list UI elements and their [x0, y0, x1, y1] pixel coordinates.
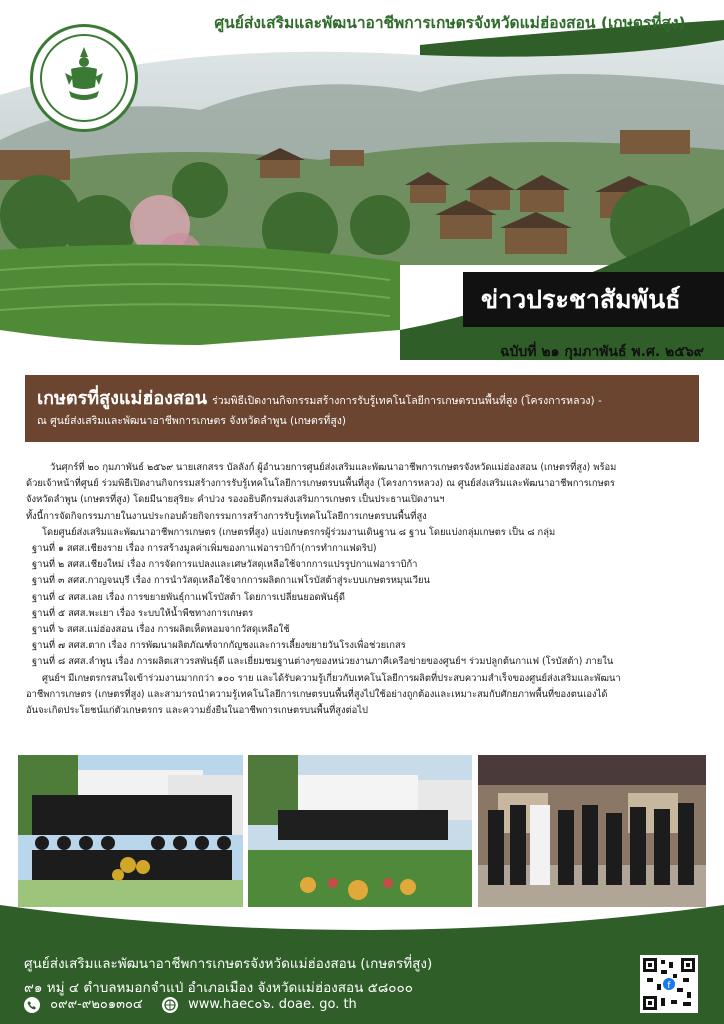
- press-release-banner: [463, 272, 724, 327]
- qr-code[interactable]: [640, 955, 698, 1013]
- phone-icon: [24, 997, 40, 1013]
- body-line: วันศุกร์ที่ ๒๐ กุมภาพันธ์ ๒๕๖๙ นายเสกสรร บัลลังก์ ผู้อำนวยการศูนย์ส่งเสริมและพัฒนาอาชีพการเกษตรจังหวัดแม่ฮ่องสอน (เกษตรที่สูง) พร้อม: [50, 462, 617, 473]
- station-line: ฐานที่ ๘ สศส.ลำพูน เรื่อง การผลิตเสาวรสพันธุ์ดี และเยี่ยมชมฐานต่างๆของหน่วยงานภาคีเครือข่ายของศูนย์ฯ ร่วมปลูกต้นกาแฟ (โรบัสต้า) ภายใน: [32, 656, 614, 668]
- body-line: อาชีพการเกษตร (เกษตรที่สูง) และสามารถนำความรู้เทคโนโลยีการเกษตรบนพื้นที่สูงไปใช้อย่างถูกต้องและเหมาะสมกับศักยภาพพื้นที่ของตนเองได้: [26, 688, 608, 700]
- body-line: ทั้งนี้การจัดกิจกรรมภายในงานประกอบด้วยกิจกรรมการสร้างการรับรู้เทคโนโลยีการเกษตรบนพื้นที่สูง: [26, 510, 427, 522]
- event-photo-1: [18, 755, 243, 907]
- deity-emblem-icon: [59, 45, 109, 105]
- station-visit-photo: [478, 755, 706, 907]
- headline-title: เกษตรที่สูงแม่ฮ่องสอน: [37, 388, 208, 409]
- station-line: ฐานที่ ๔ สศส.เลย เรื่อง การขยายพันธุ์กาแฟโรบัสต้า โดยการเปลี่ยนยอดพันธุ์ดี: [32, 591, 345, 603]
- banner-label: ข่าวประชาสัมพันธ์: [481, 285, 681, 314]
- headline-box: [25, 375, 699, 442]
- footer-address: ๙๑ หมู่ ๔ ตำบลหมอกจำแป่ อำเภอเมือง จังหวัดแม่ฮ่องสอน ๕๘๐๐๐: [24, 980, 413, 996]
- station-line: ฐานที่ ๒ สศส.เชียงใหม่ เรื่อง การจัดการแปลงและเศษวัสดุเหลือใช้จากการแปรรูปกาแฟอาราบิก้า: [32, 559, 418, 571]
- body-line: ศูนย์ฯ มีเกษตรกรสนใจเข้าร่วมงานมากกว่า ๑๐๐ ราย และได้รับความรู้เกี่ยวกับเทคโนโลยีการผลิตที่ประสบความสำเร็จของศูนย์ส่งเสริมและพัฒนา: [42, 672, 621, 684]
- website-contact: [162, 993, 357, 1011]
- body-line: ด้วยเจ้าหน้าที่ศูนย์ ร่วมพิธีเปิดงานกิจกรรมสร้างการรับรู้เทคโนโลยีการเกษตรบนพื้นที่สูง (โครงการหลวง) ณ ศูนย์ส่งเสริมและพัฒนาอาชีพการเกษตร: [26, 478, 615, 490]
- headline-subtitle-1: ร่วมพิธีเปิดงานกิจกรรมสร้างการรับรู้เทคโนโลยีการเกษตรบนพื้นที่สูง (โครงการหลวง) -: [212, 395, 602, 407]
- page-header-title: ศูนย์ส่งเสริมและพัฒนาอาชีพการเกษตรจังหวัดแม่ฮ่องสอน (เกษตรที่สูง): [214, 14, 686, 32]
- body-line: โดยศูนย์ส่งเสริมและพัฒนาอาชีพการเกษตร (เกษตรที่สูง) แบ่งเกษตรกรผู้ร่วมงานเดินฐาน ๘ ฐาน โดยแบ่งกลุ่มเกษตร เป็น ๘ กลุ่ม: [42, 526, 556, 538]
- article-body: [26, 460, 700, 719]
- station-line: ฐานที่ ๑ สศส.เชียงราย เรื่อง การสร้างมูลค่าเพิ่มของกาแฟอาราบิก้า(การทำกาแฟดริป): [32, 543, 377, 555]
- station-line: ฐานที่ ๕ สศส.พะเยา เรื่อง ระบบให้น้ำพืชทางการเกษตร: [32, 607, 254, 619]
- globe-icon: [162, 997, 178, 1013]
- group-photo-outdoor: [18, 755, 243, 907]
- footer-info: [24, 952, 432, 998]
- body-line: อันจะเกิดประโยชน์แก่ตัวเกษตรกร และความยั่งยืนในอาชีพการเกษตรบนพื้นที่สูงต่อไป: [26, 705, 368, 717]
- footer-org-name: ศูนย์ส่งเสริมและพัฒนาอาชีพการเกษตรจังหวัดแม่ฮ่องสอน (เกษตรที่สูง): [24, 956, 433, 972]
- body-line: จังหวัดลำพูน (เกษตรที่สูง) โดยมีนายสุริยะ คำปวง รองอธิบดีกรมส่งเสริมการเกษตร เป็นประธานเปิดงานฯ: [26, 494, 445, 506]
- event-photo-3: [478, 755, 706, 907]
- station-line: ฐานที่ ๖ สศส.แม่ฮ่องสอน เรื่อง การผลิตเห็ดหอมจากวัสดุเหลือใช้: [32, 624, 290, 636]
- website-url[interactable]: www.haec๐๖. doae. go. th: [188, 997, 357, 1012]
- phone-number: ๐๙๙-๙๒๐๑๓๐๔: [50, 997, 143, 1012]
- opening-ceremony-photo: [248, 755, 472, 907]
- issue-date: ฉบับที่ ๒๑ กุมภาพันธ์ พ.ศ. ๒๕๖๙: [499, 344, 704, 360]
- phone-contact: [24, 993, 143, 1011]
- event-photo-2: [248, 755, 472, 907]
- svg-text:f: f: [667, 981, 671, 991]
- station-line: ฐานที่ ๗ สศส.ตาก เรื่อง การพัฒนาผลิตภัณฑ์จากกัญชงและการเลี้ยงขยายวันโรงเพื่อช่วยเกสร: [32, 640, 406, 652]
- station-line: ฐานที่ ๓ สศส.กาญจนบุรี เรื่อง การนำวัสดุเหลือใช้จากการผลิตกาแฟโรบัสต้าสู่ระบบเกษตรหมุนเวียน: [32, 575, 430, 587]
- doae-logo: [30, 24, 138, 132]
- headline-subtitle-2: ณ ศูนย์ส่งเสริมและพัฒนาอาชีพการเกษตร จังหวัดลำพูน (เกษตรที่สูง): [37, 415, 346, 427]
